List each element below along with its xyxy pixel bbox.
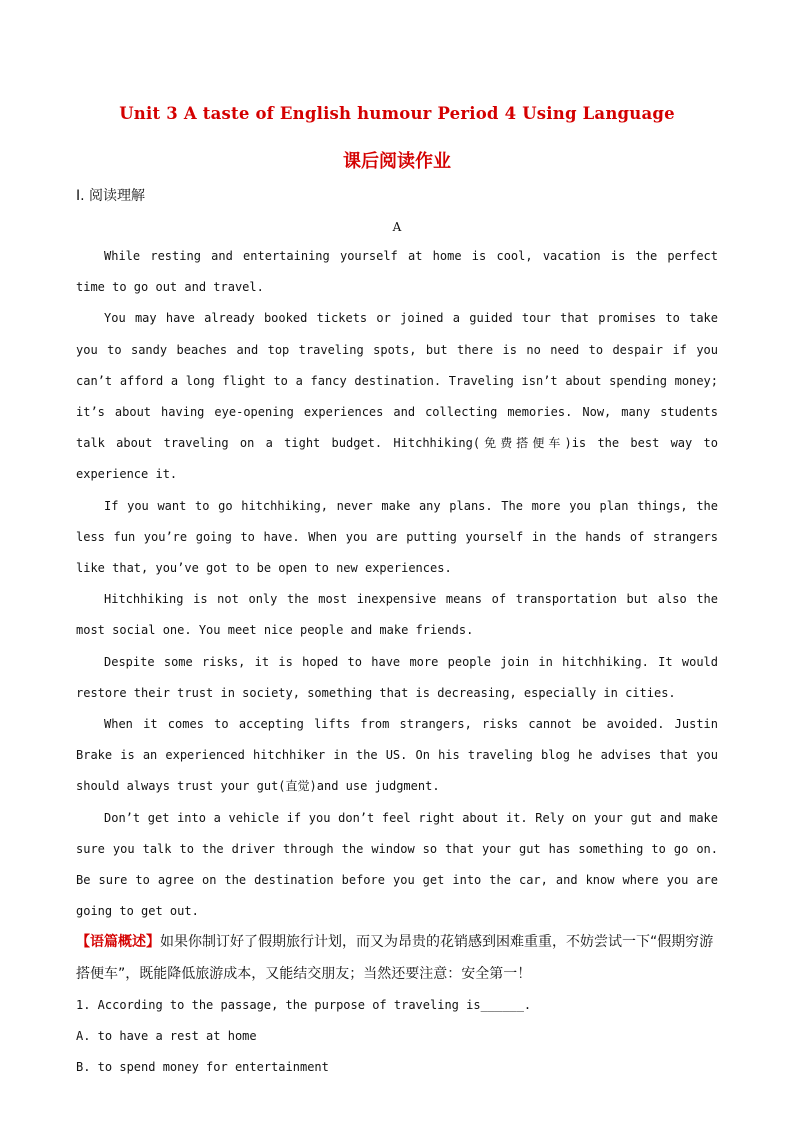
question-option-b: B. to spend money for entertainment (76, 1060, 329, 1075)
section-heading: Ⅰ. 阅读理解 (76, 188, 146, 204)
passage-paragraph: When it comes to accepting lifts from strangers, risks cannot be avoided. Justin Brake is an experienced hitchhiker in the US. On his traveling blog he advises that you should always trust your gut(直觉)and use judgment. (76, 717, 718, 794)
summary-label: 【语篇概述】 (76, 934, 160, 951)
document-title: Unit 3 A taste of English humour Period 4 Using Language (119, 104, 675, 123)
passage-body (76, 241, 718, 1083)
summary-text: 如果你制订好了假期旅行计划，而又为昂贵的花销感到困难重重，不妨尝试一下“假期穷游搭便车”，既能降低旅游成本，又能结交朋友；当然还要注意：安全第一！ (76, 934, 714, 982)
question-option-a: A. to have a rest at home (76, 1029, 257, 1044)
passage-paragraph: You may have already booked tickets or joined a guided tour that promises to take you to sandy beaches and top traveling spots, but there is no need to despair if you can’t afford a long flight to a fancy destination. Traveling isn’t about spending money; it’s about having eye-opening experiences and collecting memories. Now, many students talk about traveling on a tight budget. Hitchhiking(免费搭便车)is the best way to experience it. (76, 311, 718, 482)
passage-paragraph: If you want to go hitchhiking, never make any plans. The more you plan things, the less fun you’re going to have. When you are putting yourself in the hands of strangers like that, you’ve got to be open to new experiences. (76, 498, 718, 576)
question-stem: 1. According to the passage, the purpose of traveling is______. (76, 997, 532, 1012)
passage-label: A (392, 220, 402, 234)
passage-paragraph: Don’t get into a vehicle if you don’t feel right about it. Rely on your gut and make sure you talk to the driver through the window so that your gut has something to go on. Be sure to agree on the destination before you get into the car, and know where you are going to get out. (76, 810, 718, 919)
passage-paragraph: While resting and entertaining yourself at home is cool, vacation is the perfect time to go out and travel. (76, 249, 718, 295)
passage-summary (76, 927, 718, 989)
document-subtitle: 课后阅读作业 (343, 151, 451, 172)
passage-paragraph: Despite some risks, it is hoped to have more people join in hitchhiking. It would restore their trust in society, something that is decreasing, especially in cities. (76, 654, 718, 700)
passage-paragraph: Hitchhiking is not only the most inexpensive means of transportation but also the most social one. You meet nice people and make friends. (76, 592, 718, 638)
